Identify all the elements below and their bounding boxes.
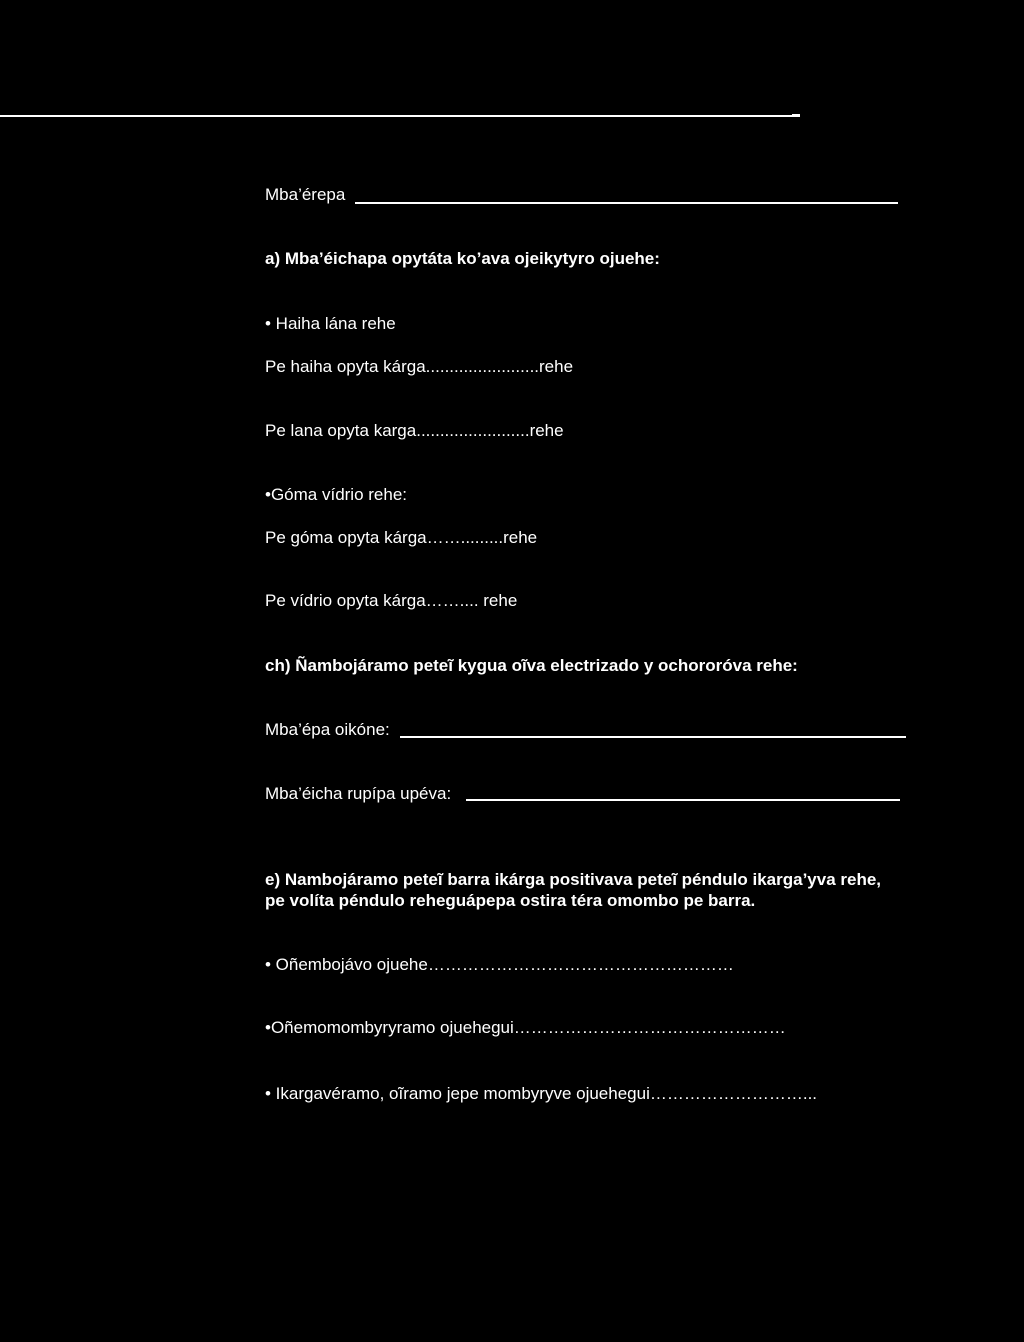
- question-e-line2: pe volíta péndulo reheguápepa ostira téra omombo pe barra.: [265, 891, 756, 910]
- bullet-charge-away: • Ikargavéramo, oĩramo jepe mombyryve ojuehegui………………………...: [265, 1084, 818, 1103]
- why-blank[interactable]: [466, 799, 900, 801]
- question-a: a) Mba’éichapa opytáta ko’ava ojeikytyro ojuehe:: [265, 249, 660, 268]
- what-seen-blank[interactable]: [400, 736, 906, 738]
- bullet-rubber-glass: •Góma vídrio rehe:: [265, 485, 408, 504]
- rubber-charge-line: Pe góma opyta kárga…….........rehe: [265, 528, 538, 547]
- bullet-touch: • Oñembojávo ojuehe………………………………………………: [265, 955, 734, 974]
- why-label: Mba’éicha rupípa upéva:: [265, 784, 452, 803]
- question-ch: ch) Ñambojáramo peteĩ kygua oĩva electrizado y ochororóva rehe:: [265, 656, 798, 675]
- what-seen-label: Mba’épa oikóne:: [265, 720, 390, 739]
- hair-charge-line: Pe haiha opyta kárga........................rehe: [265, 357, 574, 376]
- answer-blank[interactable]: [355, 202, 898, 204]
- question-e-line1: e) Nambojáramo peteĩ barra ikárga positivava peteĩ péndulo ikarga’yva rehe,: [265, 870, 882, 889]
- top-rule: [0, 115, 798, 117]
- top-rule-end: [792, 114, 800, 117]
- answer-label: Mba’érepa: [265, 185, 346, 204]
- wool-charge-line: Pe lana opyta karga........................rehe: [265, 421, 564, 440]
- bullet-separate: •Oñemomombyryramo ojuehegui…………………………………………: [265, 1018, 786, 1037]
- bullet-hair-wool: • Haiha lána rehe: [265, 314, 396, 333]
- glass-charge-line: Pe vídrio opyta kárga…….... rehe: [265, 591, 518, 610]
